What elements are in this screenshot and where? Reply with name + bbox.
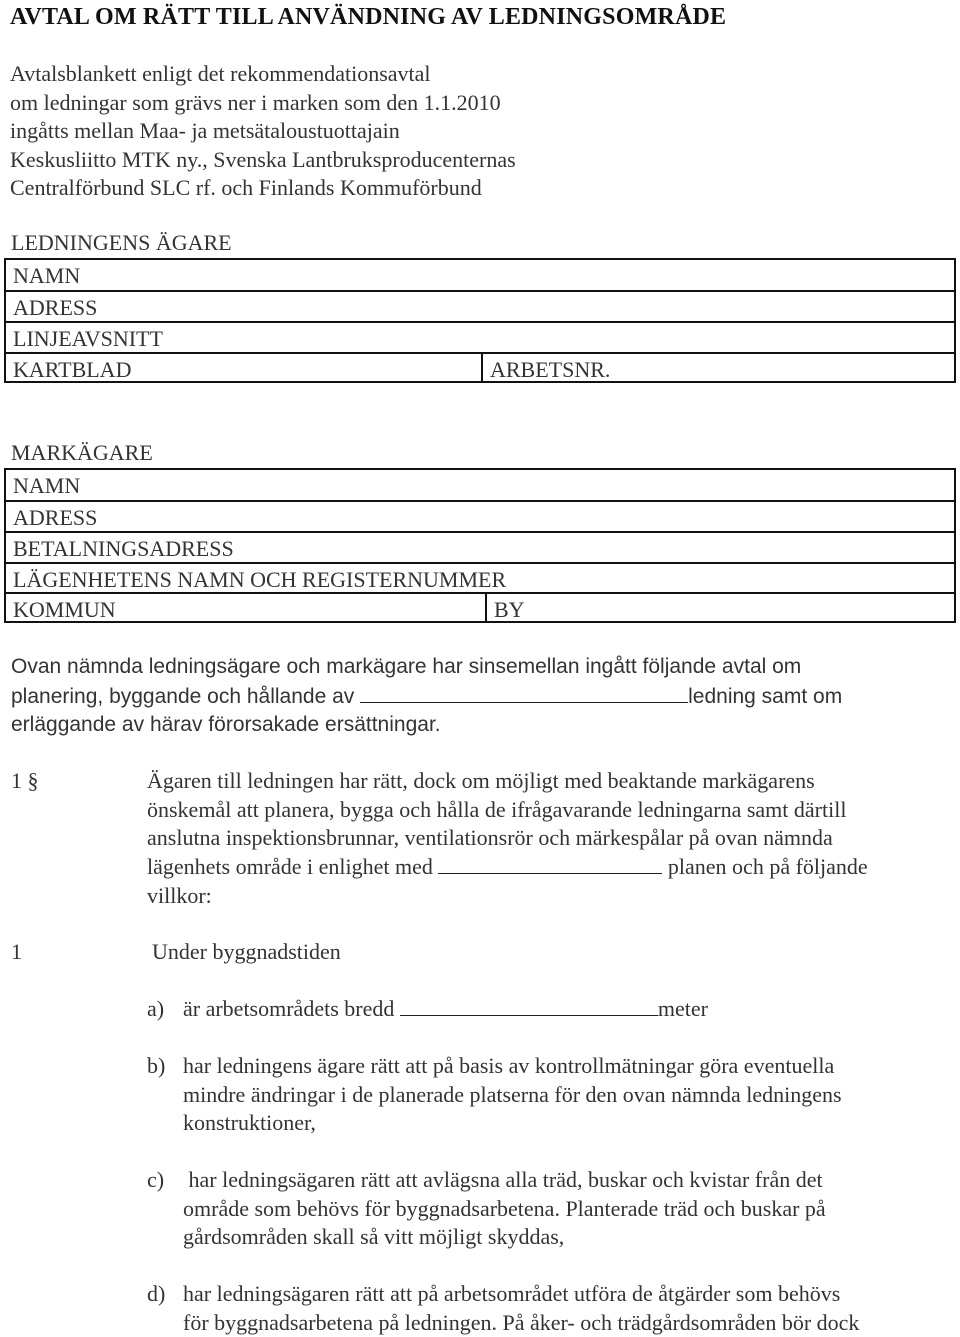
agreement-paragraph — [11, 653, 842, 740]
section-1-text — [147, 767, 868, 911]
owner-section-label: LINJEAVSNITT — [13, 326, 163, 351]
item-d-line: har ledningsägaren rätt att på arbetsområdet utföra de åtgärder som behövs — [183, 1281, 841, 1306]
owner-section-field[interactable] — [6, 321, 954, 352]
item-c-label: c) — [147, 1167, 165, 1192]
item-b-text — [183, 1052, 842, 1138]
intro-line: ingåtts mellan Maa- ja metsätaloustuottajain — [10, 118, 400, 144]
item-c-line: gårdsområden skall så vitt möjligt skyddas, — [183, 1224, 565, 1250]
owner-address-field[interactable] — [6, 290, 954, 321]
item-d-text — [183, 1280, 859, 1337]
section-line4-suffix: planen och på följande — [662, 854, 868, 880]
landowner-form — [4, 468, 956, 623]
section-line: Ägaren till ledningen har rätt, dock om möjligt med beaktande markägarens — [147, 768, 815, 793]
owner-mapsheet-label: KARTBLAD — [13, 357, 132, 382]
agreement-line: erläggande av härav förorsakade ersättningar. — [11, 713, 441, 737]
landowner-property-field[interactable] — [6, 562, 954, 593]
landowner-property-label: LÄGENHETENS NAMN OCH REGISTERNUMMER — [13, 567, 507, 592]
intro-line: Keskusliitto MTK ny., Svenska Lantbruksproducenternas — [10, 146, 516, 172]
owner-workno-field[interactable] — [481, 354, 610, 383]
intro-line: Centralförbund SLC rf. och Finlands Kommuförbund — [10, 175, 482, 201]
owner-workno-label: ARBETSNR. — [490, 357, 611, 382]
landowner-name-field[interactable] — [6, 470, 954, 501]
item-b-line: konstruktioner, — [183, 1110, 316, 1136]
item-b-label: b) — [147, 1053, 166, 1078]
landowner-address-field[interactable] — [6, 500, 954, 531]
item-a-pre: är arbetsområdets bredd — [183, 996, 400, 1021]
agreement-line2-suffix: ledning samt om — [688, 684, 843, 708]
landowner-payment-address-field[interactable] — [6, 531, 954, 562]
plan-type-blank[interactable] — [438, 853, 662, 874]
landowner-payment-address-label: BETALNINGSADRESS — [13, 536, 234, 561]
item-c-line: område som behövs för byggnadsarbetena. Planterade träd och buskar på — [183, 1195, 826, 1221]
owner-heading: LEDNINGENS ÄGARE — [11, 230, 232, 255]
document-title: AVTAL OM RÄTT TILL ANVÄNDNING AV LEDNINGSOMRÅDE — [10, 4, 727, 30]
section-line — [147, 853, 868, 882]
landowner-municipality-label: KOMMUN — [13, 597, 116, 622]
landowner-municipality-field[interactable] — [6, 592, 954, 623]
owner-mapsheet-field[interactable] — [6, 352, 954, 383]
landowner-address-label: ADRESS — [13, 505, 98, 530]
item-b-line: har ledningens ägare rätt att på basis av kontrollmätningar göra eventuella — [183, 1053, 835, 1078]
agreement-line2-text: planering, byggande och hållande av — [11, 684, 361, 708]
intro-line: om ledningar som grävs ner i marken som den 1.1.2010 — [10, 89, 501, 115]
item-c-text — [183, 1166, 826, 1252]
work-area-width-blank[interactable] — [400, 995, 658, 1016]
item-a-text — [183, 995, 708, 1024]
subsection-number: 1 — [11, 939, 22, 964]
owner-name-label: NAMN — [13, 263, 81, 288]
owner-name-field[interactable] — [6, 260, 954, 291]
section-line4-text: lägenhets område i enlighet med — [147, 854, 439, 880]
item-b-line: mindre ändringar i de planerade platserna för den ovan nämnda ledningens — [183, 1081, 842, 1107]
owner-form — [4, 258, 956, 383]
landowner-name-label: NAMN — [13, 473, 81, 498]
item-c-line: har ledningsägaren rätt att avlägsna alla träd, buskar och kvistar från det — [183, 1167, 823, 1192]
intro-text — [10, 60, 516, 203]
landowner-heading: MARKÄGARE — [11, 440, 153, 465]
subsection-heading: Under byggnadstiden — [152, 939, 341, 964]
intro-line: Avtalsblankett enligt det rekommendationsavtal — [10, 61, 431, 86]
section-line: önskemål att planera, bygga och hålla de ifrågavarande ledningarna samt därtill — [147, 796, 847, 822]
section-number: 1 § — [11, 768, 39, 793]
section-line: villkor: — [147, 882, 212, 908]
owner-address-label: ADRESS — [13, 295, 98, 320]
item-d-line: för byggnadsarbetena på ledningen. På åker- och trädgårdsområden bör dock — [183, 1309, 860, 1335]
pipeline-type-blank[interactable] — [360, 682, 688, 703]
agreement-line — [11, 682, 842, 712]
landowner-village-label: BY — [494, 597, 525, 622]
section-line: anslutna inspektionsbrunnar, ventilationsrör och märkespålar på ovan nämnda — [147, 825, 833, 851]
item-a-label: a) — [147, 996, 165, 1021]
item-d-label: d) — [147, 1281, 166, 1306]
item-a-post: meter — [657, 996, 708, 1021]
agreement-line: Ovan nämnda ledningsägare och markägare har sinsemellan ingått följande avtal om — [11, 655, 802, 678]
landowner-village-field[interactable] — [485, 594, 525, 623]
